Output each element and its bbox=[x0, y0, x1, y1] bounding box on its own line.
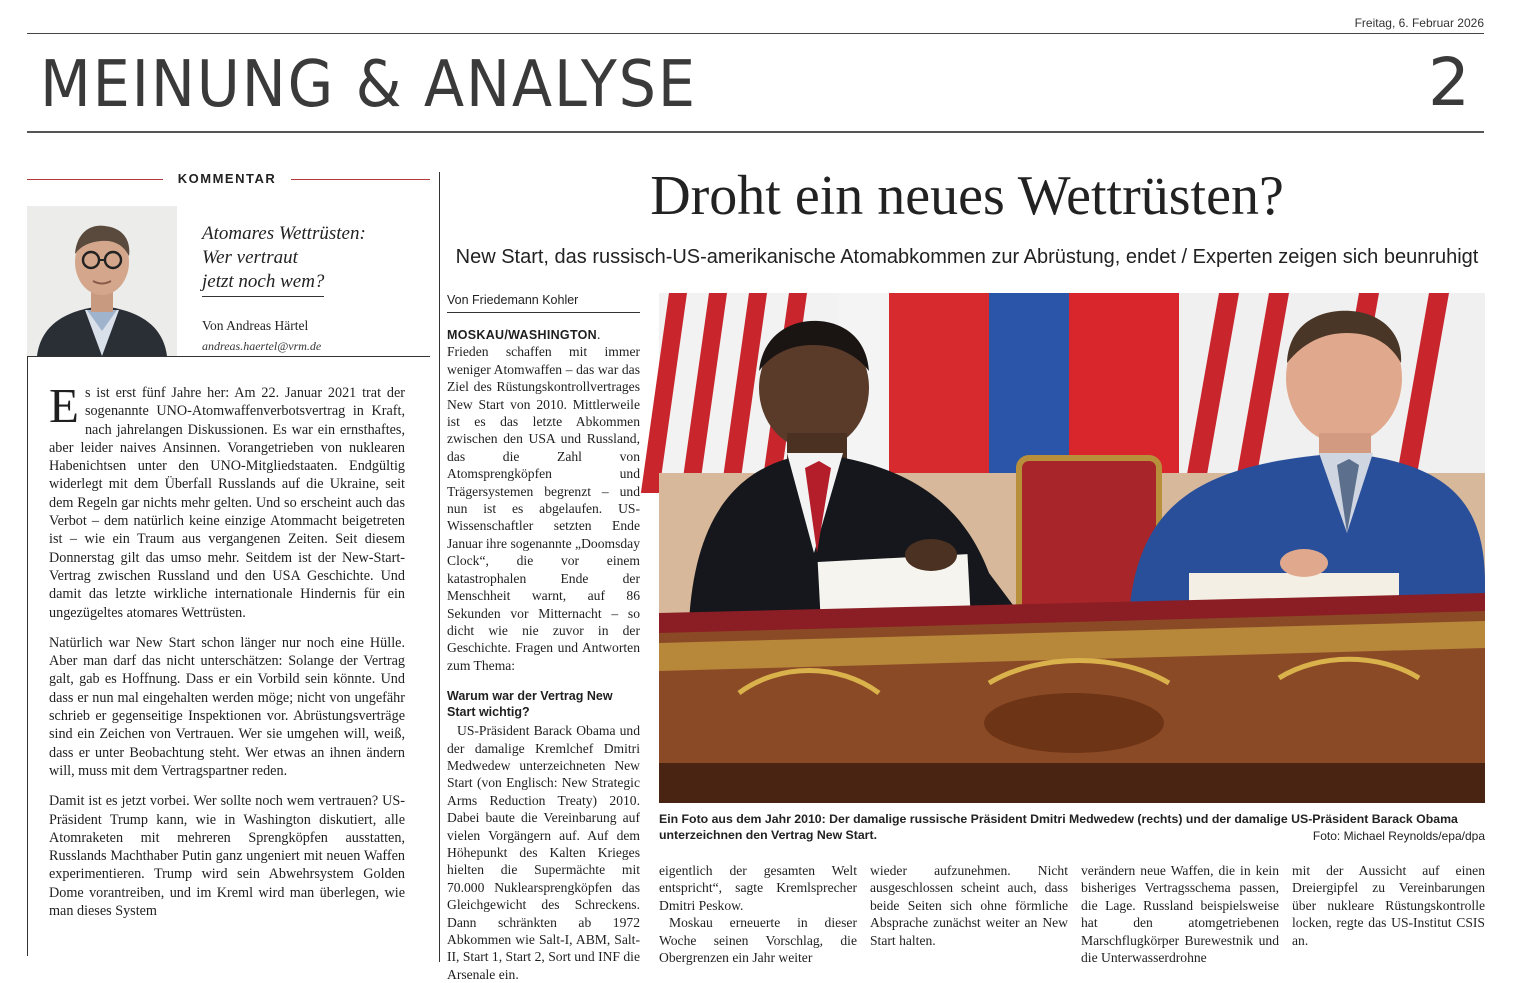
top-rule bbox=[27, 33, 1484, 34]
article-column-2 bbox=[659, 862, 857, 966]
article-lead: MOSKAU/WASHINGTON. Frieden schaffen mit immer weniger Atomwaffen – das war das Ziel des Rüstungskontrollvertrages New Start von 2010. Mittlerweile ist es das letzte Abkommen zwischen den USA und Russland, das die Zahl von Atomsprengköpfen und Trägersystemen begrenzt – und nun ist es abgelaufen. US-Wissenschaftler setzten Ende Januar ihre sogenannte „Doomsday Clock“, die vor einem katastrophalen Ende der Menschheit warnt, auf 86 Sekunden vor Mitternacht – so dicht wie nie zuvor in der Geschichte. Fragen und Antworten zum Thema: bbox=[447, 327, 640, 673]
article-answer: US-Präsident Barack Obama und der damalige Kremlchef Dmitri Medwedew unterzeichneten New Start (von Englisch: New Strategic Arms Reduction Treaty) 2010. Dabei baute die Vereinbarung auf vielen Vorgängern auf. Auf dem Höhepunkt des Kalten Krieges hielten die Supermächte mit 70.000 Nuklearsprengköpfen das Gleichgewicht des Schreckens. Dann schränkten ab 1972 Abkommen wie Salt-I, ABM, Salt-II, Start 1, Start 2, Sort und INF die Arsenale ein. bbox=[447, 723, 640, 982]
photo-caption: Ein Foto aus dem Jahr 2010: Der damalige russische Präsident Dmitri Medwedew (rechts) und der damalige US-Präsident Barack Obama unterzeichnen den Vertrag New Start. bbox=[659, 812, 1458, 842]
kommentar-title-line-2: Wer vertraut bbox=[202, 247, 298, 268]
dateline: MOSKAU/WASHINGTON bbox=[447, 328, 598, 342]
article-column-5 bbox=[1292, 862, 1485, 949]
kommentar-title bbox=[202, 222, 432, 297]
section-title: MEINUNG & ANALYSE bbox=[40, 48, 697, 122]
issue-date: Freitag, 6. Februar 2026 bbox=[1354, 16, 1484, 30]
article-paragraph: Moskau erneuerte in dieser Woche seinen Vorschlag, die Obergrenzen ein Jahr weiter bbox=[659, 915, 857, 966]
drop-cap: E bbox=[49, 378, 79, 433]
kommentar-rule-left bbox=[27, 179, 163, 180]
kommentar-title-line-1: Atomares Wettrüsten: bbox=[202, 223, 366, 244]
article-column-3 bbox=[870, 862, 1068, 949]
photo-credit: Foto: Michael Reynolds/epa/dpa bbox=[1312, 829, 1485, 843]
kommentar-paragraph: Natürlich war New Start schon länger nur noch eine Hülle. Aber man darf das nicht unterschätzen: Solange der Vertrag galt, gab es Hoffnung. Dass er ein Vorbild sein könnte. Und dass er nun mal eingehalten werden möge; nicht von ungefähr schrieb er gegenseitige Inspektionen vor. Abrüstungsverträge sind ein Zeichen von Vertrauen. Wer sie umgehen will, weiß, dass er unter Beobachtung steht. Wer etwas an ihnen ändern will, muss mit dem Vertragspartner reden. bbox=[49, 634, 405, 779]
kommentar-paragraph: Damit ist es jetzt vorbei. Wer sollte noch wem vertrauen? US-Präsident Trump kann, wie in Washington diskutiert, alle Atomraketen mit mehreren Sprengköpfen ausstatten, Russlands Machthaber Putin ganz ungeniert mit neuen Waffen experimentieren. Trump wird sein Abwehrsystem Golden Dome vorantreiben, und im Kreml wird man überlegen, wie man dieses System bbox=[49, 793, 405, 920]
article-byline: Von Friedemann Kohler bbox=[447, 293, 640, 313]
article-column-1 bbox=[447, 326, 640, 983]
article-headline: Droht ein neues Wettrüsten? bbox=[650, 165, 1284, 227]
kommentar-body bbox=[49, 378, 405, 932]
signing-photo bbox=[659, 293, 1485, 803]
column-divider bbox=[439, 172, 440, 962]
kommentar-author: Von Andreas Härtel bbox=[202, 318, 309, 333]
article-paragraph: mit der Aussicht auf einen Dreiergipfel zu Vereinbarungen über nukleare Rüstungskontrolle locken, regte das US-Institut CSIS an. bbox=[1292, 863, 1485, 948]
article-subheadline: New Start, das russisch-US-amerikanische Atomabkommen zur Abrüstung, endet / Experten zeigen sich beunruhigt bbox=[455, 246, 1479, 268]
kommentar-label: KOMMENTAR bbox=[177, 171, 277, 186]
article-paragraph: verändern neue Waffen, die in kein bisheriges Vertragsschema passen, die Lage. Russland beispielsweise hat den atomgetriebenen Marschflugkörper Burewestnik und die Unterwasserdrohne bbox=[1081, 863, 1279, 966]
article-column-4 bbox=[1081, 862, 1279, 966]
kommentar-paragraph: Es ist erst fünf Jahre her: Am 22. Januar 2021 trat der sogenannte UNO-Atomwaffenverbotsvertrag in Kraft, nach jahrelangen Diskussionen. Es war ein ernsthaftes, aber leider naives Ansinnen. Vorangetrieben von nuklearen Habenichtsen unter den UNO-Mitgliedstaaten. Endgültig widerlegt mit dem Überfall Russlands auf die Ukraine, seit dem Regeln gar nichts mehr gelten. Und so erscheint auch das Verbot – dem natürlich keine einzige Atommacht beigetreten ist – wie ein Traum aus vergangenen Zeiten. Seit diesem Donnerstag gilt das umso mehr. Seitdem ist der New-Start-Vertrag zwischen Russland und den USA Geschichte. Und damit das letzte wirkliche internationale Hindernis für ein ungezügeltes atomares Wettrüsten. bbox=[49, 378, 405, 621]
page-number: 2 bbox=[1428, 44, 1470, 121]
article-question: Warum war der Vertrag New Start wichtig? bbox=[447, 689, 613, 720]
kommentar-rule-right bbox=[291, 179, 430, 180]
author-portrait bbox=[27, 206, 177, 356]
kommentar-title-line-3: jetzt noch wem? bbox=[202, 270, 324, 297]
article-paragraph: wieder aufzunehmen. Nicht ausgeschlossen scheint auch, dass beide Seiten sich ohne förmliche Absprache zunächst weiter an New Start halten. bbox=[870, 863, 1068, 948]
kommentar-email[interactable]: andreas.haertel@vrm.de bbox=[202, 339, 322, 353]
masthead-rule bbox=[27, 131, 1484, 133]
article-paragraph: eigentlich der gesamten Welt entspricht“, sagte Kremlsprecher Dmitri Peskow. bbox=[659, 863, 857, 913]
